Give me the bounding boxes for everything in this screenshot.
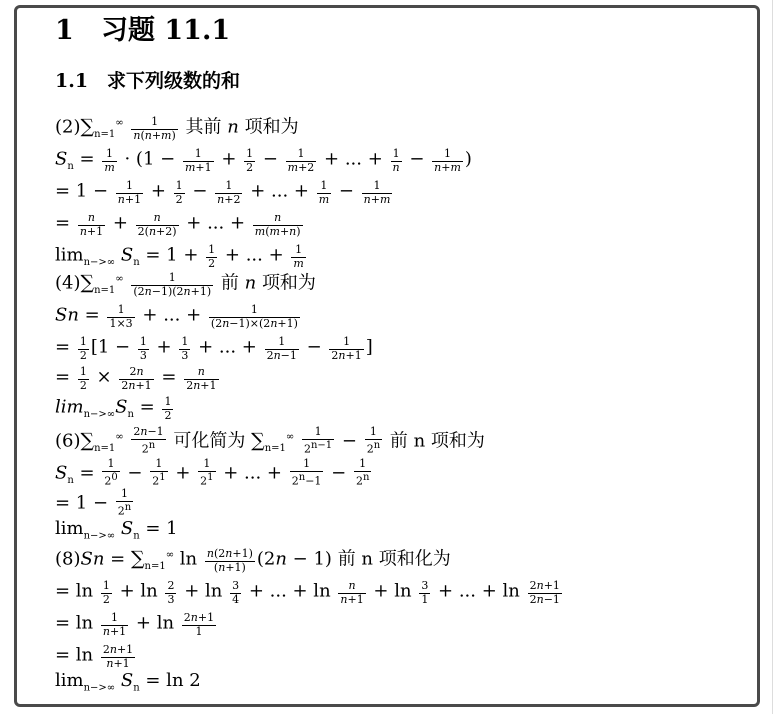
formula-line: $S_n$ = $\frac{1}{m}$ · (1 − $\frac{1}{m+1}$ + $\frac{1}{2}$ − $\frac{1}{m+2}$ + ... + $\frac{1}{n}$ − $\frac{1}{n+m}$ ) bbox=[55, 147, 472, 174]
subsection-number: 1.1 bbox=[55, 70, 89, 92]
formula-line: $\lim_{n->\infty}S_n$ = $\frac{1}{2}$ bbox=[55, 395, 172, 422]
formula-line: $\lim_{n->\infty} S_n = \ln 2$ bbox=[55, 670, 201, 694]
section-title: 习题 11.1 bbox=[101, 15, 231, 46]
formula-line: $(2)\sum_{n=1}^\infty$ $\frac{1}{n(n+m)}$ 其前 n 项和为 bbox=[55, 115, 299, 142]
formula-line: = $\frac{n}{n+1}$ + $\frac{n}{2(n+2)}$ + ... + $\frac{n}{m(m+n)}$ bbox=[55, 211, 301, 238]
formula-line: $(4)\sum_{n=1}^\infty$ $\frac{1}{(2n-1)(2n+1)}$ 前 n 项和为 bbox=[55, 271, 316, 298]
formula-line: = 1 − $\frac{1}{2^n}$ bbox=[55, 487, 132, 518]
formula-line: $(8)Sn = \sum_{n=1}^\infty$ ln $\frac{n(2n+1)}{(n+1)}$ (2n − 1) 前 n 项和化为 bbox=[55, 547, 451, 574]
formula-line: $\lim_{n->\infty} S_n = 1$ bbox=[55, 518, 178, 542]
formula-line: = $\frac{1}{2}$ [1 − $\frac{1}{3}$ + $\frac{1}{3}$ + ... + $\frac{1}{2n-1}$ − $\frac{1}{2n+1}$ ] bbox=[55, 335, 373, 362]
section-heading bbox=[55, 8, 230, 47]
formula-line: Sn = $\frac{1}{1\times 3}$ + ... + $\frac{1}{(2n-1)\times(2n+1)}$ bbox=[55, 303, 298, 330]
formula-line: $S_n$ = $\frac{1}{2^0}$ − $\frac{1}{2^1}$ + $\frac{1}{2^1}$ + ... + $\frac{1}{2^n-1}$ − $\frac{1}{2^n}$ bbox=[55, 457, 370, 488]
formula-line: = ln $\frac{1}{n+1}$ + ln $\frac{2n+1}{1}$ bbox=[55, 611, 215, 638]
section-number: 1 bbox=[55, 15, 74, 46]
formula-line: = 1 − $\frac{1}{n+1}$ + $\frac{1}{2}$ − $\frac{1}{n+2}$ + ... + $\frac{1}{m}$ − $\frac{1}{n+m}$ bbox=[55, 179, 391, 206]
formula-line: = ln $\frac{1}{2}$ + ln $\frac{2}{3}$ + ln $\frac{3}{4}$ + ... + ln $\frac{n}{n+1}$ + ln $\frac{3}{1}$ + ... + ln $\frac{2n+1}{2n-1}$ bbox=[55, 579, 560, 606]
subsection-heading bbox=[55, 66, 240, 93]
subsection-title: 求下列级数的和 bbox=[107, 70, 241, 92]
formula-line: $(6)\sum_{n=1}^\infty$ $\frac{2n-1}{2^n}$ 可化简为 $\sum_{n=1}^\infty$ $\frac{1}{2^{n-1}}$ − $\frac{1}{2^n}$ 前 n 项和为 bbox=[55, 425, 485, 456]
formula-line: = $\frac{1}{2}$ × $\frac{2n}{2n+1}$ = $\frac{n}{2n+1}$ bbox=[55, 365, 217, 392]
formula-line: = ln $\frac{2n+1}{n+1}$ bbox=[55, 643, 134, 670]
formula-line: $\lim_{n->\infty} S_n = 1$ + $\frac{1}{2}$ + ... + $\frac{1}{m}$ bbox=[55, 243, 304, 270]
document-frame bbox=[14, 5, 760, 707]
